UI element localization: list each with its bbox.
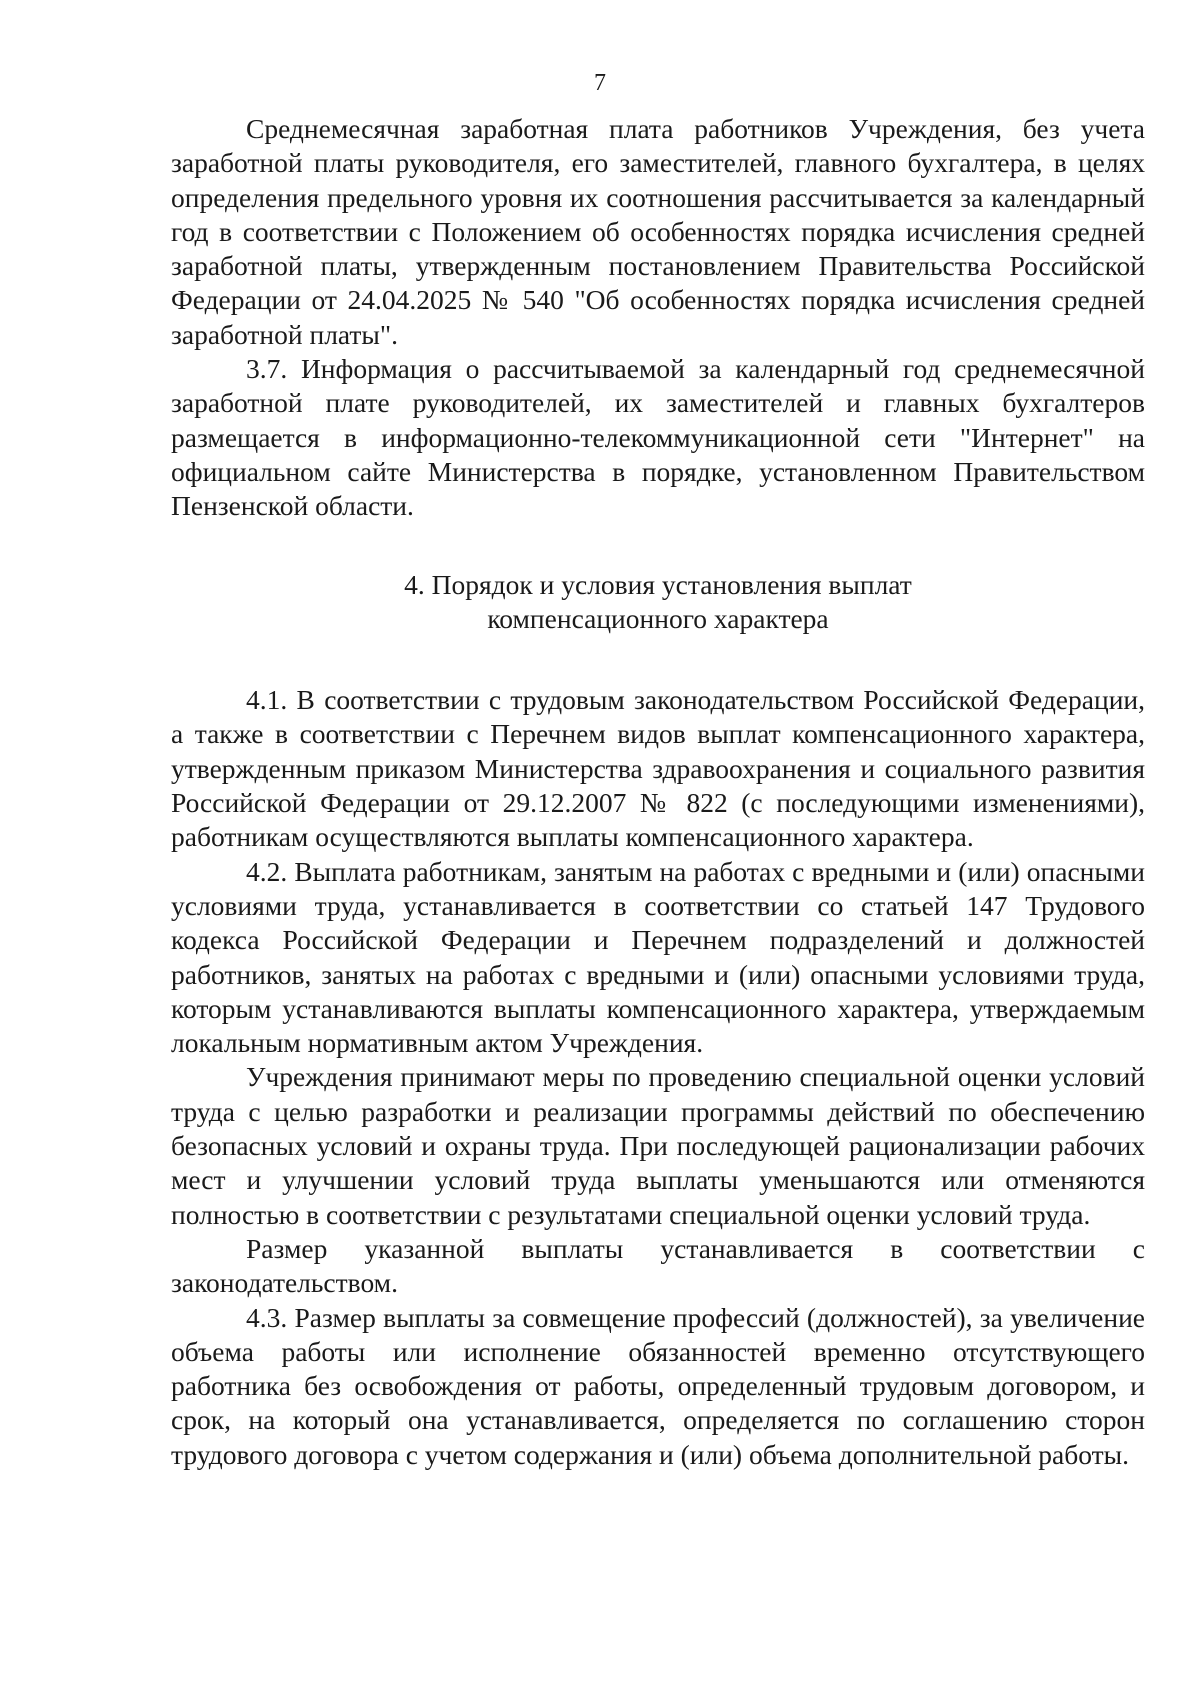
paragraph-payment-size: Размер указанной выплаты устанавливается в соответствии с законодательством.: [171, 1232, 1145, 1299]
section-heading: [171, 568, 1145, 637]
paragraph-3-7: 3.7. Информация о рассчитываемой за календарный год среднемесячной заработной плате руководителей, их заместителей и главных бухгалтеров размещается в информационно-телекоммуникационной сети "Интернет" на официальном сайте Министерства в порядке, установленном Правительством Пензенской области.: [171, 353, 1145, 522]
page-number: 7: [594, 70, 606, 96]
paragraph-4-3: 4.3. Размер выплаты за совмещение профессий (должностей), за увеличение объема работы или исполнение обязанностей временно отсутствующего работника без освобождения от работы, определенный трудовым договором, и срок, на который она устанавливается, определяется по соглашению сторон трудового договора с учетом содержания и (или) объема дополнительной работы.: [171, 1301, 1145, 1470]
paragraph-special-assessment: Учреждения принимают меры по проведению специальной оценки условий труда с целью разработки и реализации программы действий по обеспечению безопасных условий и охраны труда. При последующей рационализации рабочих мест и улучшении условий труда выплаты уменьшаются или отменяются полностью в соответствии с результатами специальной оценки условий труда.: [171, 1061, 1145, 1230]
paragraph-4-2: 4.2. Выплата работникам, занятым на работах с вредными и (или) опасными условиями труда, устанавливается в соответствии со статьей 147 Трудового кодекса Российской Федерации и Перечнем подразделений и должностей работников, занятых на работах с вредными и (или) опасными условиями труда, которым устанавливаются выплаты компенсационного характера, утверждаемым локальным нормативным актом Учреждения.: [171, 855, 1145, 1059]
paragraph-average-salary: Среднемесячная заработная плата работников Учреждения, без учета заработной платы руководителя, его заместителей, главного бухгалтера, в целях определения предельного уровня их соотношения рассчитывается за календарный год в соответствии с Положением об особенностях порядка исчисления средней заработной платы, утвержденным постановлением Правительства Российской Федерации от 24.04.2025 № 540 "Об особенностях порядка исчисления средней заработной платы".: [171, 113, 1145, 350]
paragraph-4-1: 4.1. В соответствии с трудовым законодательством Российской Федерации, а также в соответствии с Перечнем видов выплат компенсационного характера, утвержденным приказом Министерства здравоохранения и социального развития Российской Федерации от 29.12.2007 № 822 (с последующими изменениями), работникам осуществляются выплаты компенсационного характера.: [171, 684, 1145, 853]
section-heading-line-1: 4. Порядок и условия установления выплат: [404, 568, 912, 600]
section-heading-line-2: компенсационного характера: [487, 602, 829, 634]
document-body: [171, 112, 1145, 1472]
